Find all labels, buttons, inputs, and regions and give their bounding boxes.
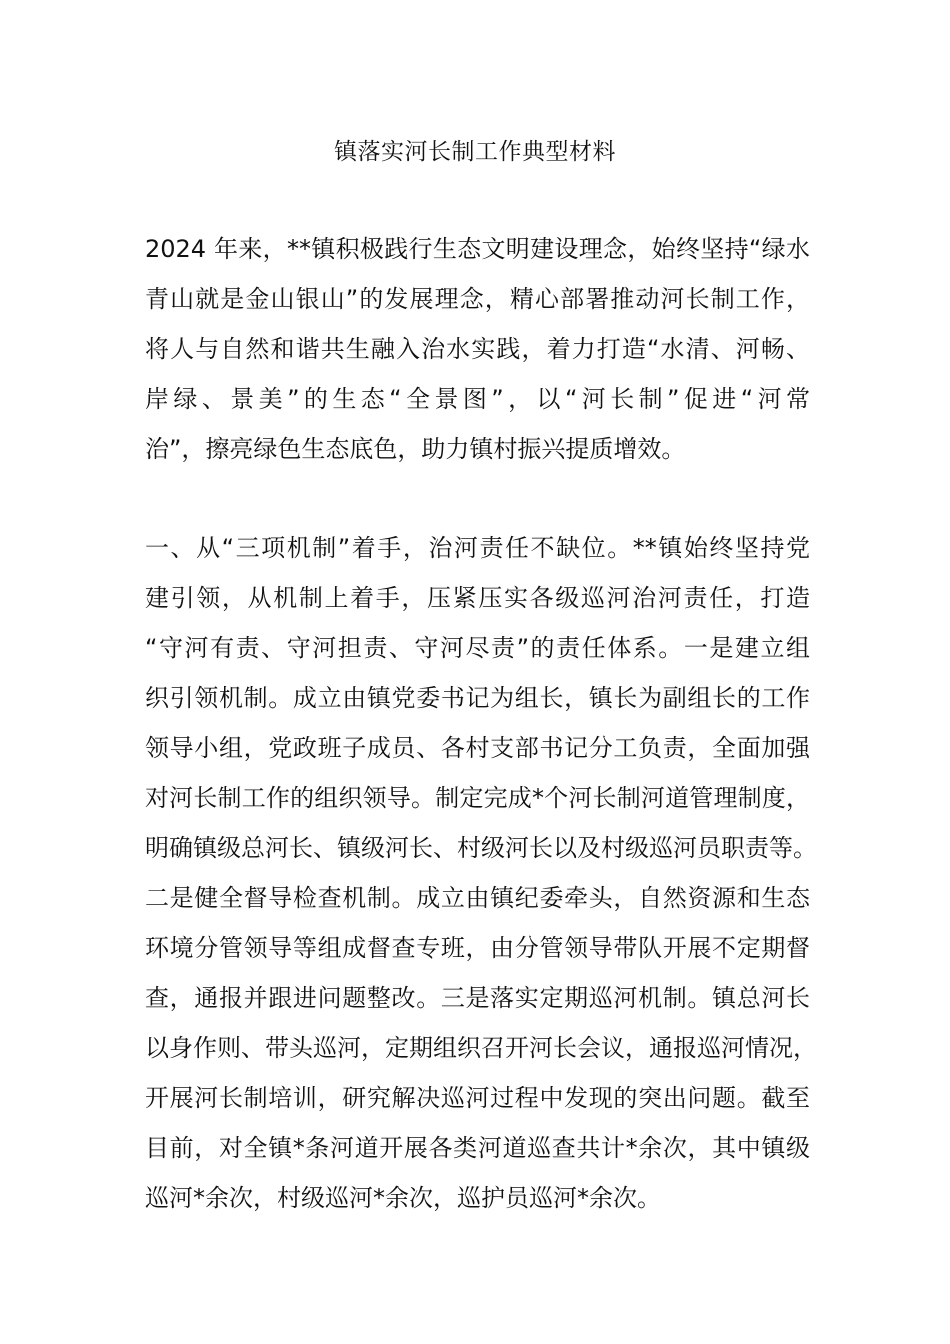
section-line: 以身作则、带头巡河，定期组织召开河长会议，通报巡河情况， (145, 1034, 817, 1062)
section-line: 对河长制工作的组织领导。制定完成*个河长制河道管理制度， (145, 784, 810, 812)
document-title: 镇落实河长制工作典型材料 (334, 139, 616, 165)
section-line: 查，通报并跟进问题整改。三是落实定期巡河机制。镇总河长 (145, 984, 810, 1012)
section-line: 二是健全督导检查机制。成立由镇纪委牵头，自然资源和生态 (145, 884, 810, 912)
intro-line: 治”，擦亮绿色生态底色，助力镇村振兴提质增效。 (145, 435, 686, 463)
section-line: 织引领机制。成立由镇党委书记为组长，镇长为副组长的工作 (145, 684, 810, 712)
section-line: 一、从“三项机制”着手，治河责任不缺位。**镇始终坚持党 (145, 534, 810, 562)
intro-line: 将人与自然和谐共生融入治水实践，着力打造“水清、河畅、 (145, 335, 810, 363)
section-line: 建引领，从机制上着手，压紧压实各级巡河治河责任，打造 (145, 584, 810, 612)
intro-paragraph (145, 224, 810, 474)
section-one-paragraph (145, 523, 817, 1223)
section-line: 领导小组，党政班子成员、各村支部书记分工负责，全面加强 (145, 734, 810, 762)
intro-line: 2024 年来，**镇积极践行生态文明建设理念，始终坚持“绿水 (145, 235, 810, 263)
intro-line: 青山就是金山银山”的发展理念，精心部署推动河长制工作， (145, 285, 810, 313)
section-line: “守河有责、守河担责、守河尽责”的责任体系。一是建立组 (145, 634, 810, 662)
section-line: 目前，对全镇*条河道开展各类河道巡查共计*余次，其中镇级 (145, 1134, 810, 1162)
section-line: 巡河*余次，村级巡河*余次，巡护员巡河*余次。 (145, 1184, 661, 1212)
section-line: 环境分管领导等组成督查专班，由分管领导带队开展不定期督 (145, 934, 810, 962)
section-line: 明确镇级总河长、镇级河长、村级河长以及村级巡河员职责等。 (145, 834, 817, 862)
intro-line: 岸绿、景美”的生态“全景图”，以“河长制”促进“河常 (145, 385, 810, 413)
section-line: 开展河长制培训，研究解决巡河过程中发现的突出问题。截至 (145, 1084, 810, 1112)
